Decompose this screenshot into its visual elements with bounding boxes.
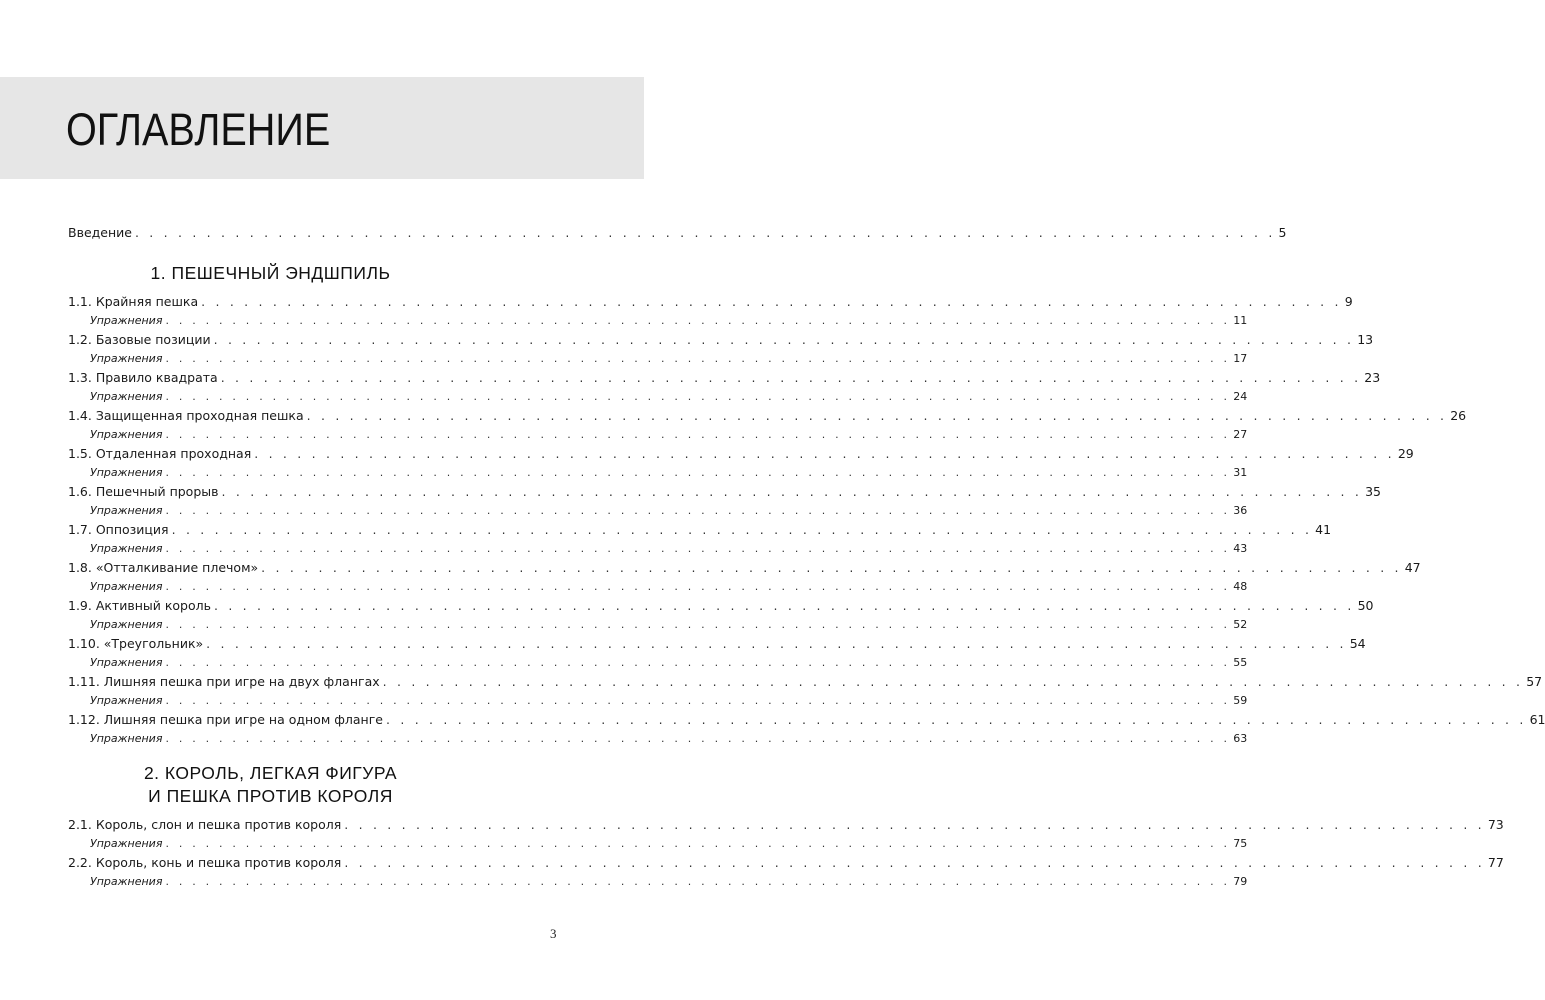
dot-leader: . . . . . . . . . . . . . . . . . . . . . . . . . . . . . . . . . . . . . . . . . . . . . . . . . . . . . . . . . . . . . . . . . . . . . . . . . . . . . . . . (165, 428, 1231, 441)
toc-entry-page: 54 (1349, 636, 1366, 651)
dot-leader: . . . . . . . . . . . . . . . . . . . . . . . . . . . . . . . . . . . . . . . . . . . . . . . . . . . . . . . . . . . . . . . . . . . . . . . . . . . . . . . . (344, 817, 1485, 832)
toc-entry-page: 77 (1487, 855, 1504, 870)
toc-subentry-label: Упражнения (90, 542, 163, 555)
page-title: ОГЛАВЛЕНИЕ (66, 104, 331, 155)
toc-entry[interactable] (68, 406, 1467, 425)
toc-subentry-label: Упражнения (90, 732, 163, 745)
toc-entry-page: 50 (1357, 598, 1374, 613)
toc-entry[interactable] (68, 520, 1332, 539)
toc-subentry-page: 55 (1233, 656, 1248, 669)
dot-leader: . . . . . . . . . . . . . . . . . . . . . . . . . . . . . . . . . . . . . . . . . . . . . . . . . . . . . . . . . . . . . . . . . . . . . . . . . . . . . . . . (165, 837, 1231, 850)
toc-subentry-label: Упражнения (90, 837, 163, 850)
chapter-heading (68, 762, 473, 808)
toc-subentry-exercises[interactable] (68, 539, 1248, 558)
toc-entry-page: 61 (1529, 712, 1545, 727)
toc-entry-page: 26 (1450, 408, 1467, 423)
chapter-heading-line: 2. КОРОЛЬ, ЛЕГКАЯ ФИГУРА (143, 763, 398, 783)
toc-entry[interactable] (68, 292, 1353, 311)
dot-leader: . . . . . . . . . . . . . . . . . . . . . . . . . . . . . . . . . . . . . . . . . . . . . . . . . . . . . . . . . . . . . . . . . . . . . . . . . . . . . . . . (386, 712, 1527, 727)
toc-entry[interactable] (68, 672, 1543, 691)
toc-subentry-page: 11 (1233, 314, 1248, 327)
toc-entry-page: 41 (1315, 522, 1332, 537)
dot-leader: . . . . . . . . . . . . . . . . . . . . . . . . . . . . . . . . . . . . . . . . . . . . . . . . . . . . . . . . . . . . . . . . . . . . . . . . . . . . . . . . (221, 484, 1363, 499)
toc-entry-page: 5 (1278, 225, 1287, 240)
toc-entry[interactable] (68, 558, 1421, 577)
dot-leader: . . . . . . . . . . . . . . . . . . . . . . . . . . . . . . . . . . . . . . . . . . . . . . . . . . . . . . . . . . . . . . . . . . . . . . . . . . . . . . . . (213, 598, 1355, 613)
toc-entry[interactable] (68, 482, 1381, 501)
toc-subentry-exercises[interactable] (68, 387, 1248, 406)
toc-subentry-exercises[interactable] (68, 729, 1248, 748)
toc-entry[interactable] (68, 368, 1381, 387)
toc-subentry-page: 36 (1233, 504, 1248, 517)
toc-subentry-label: Упражнения (90, 875, 163, 888)
chapter-heading-line: 1. ПЕШЕЧНЫЙ ЭНДШПИЛЬ (150, 263, 391, 283)
toc-subentry-exercises[interactable] (68, 463, 1248, 482)
dot-leader: . . . . . . . . . . . . . . . . . . . . . . . . . . . . . . . . . . . . . . . . . . . . . . . . . . . . . . . . . . . . . . . . . . . . . . . . . . . . . . . . (306, 408, 1448, 423)
toc-entry-label: 1.1. Крайняя пешка (68, 294, 199, 309)
toc-entry-page: 47 (1404, 560, 1421, 575)
toc-entry-page: 35 (1365, 484, 1381, 499)
toc-subentry-exercises[interactable] (68, 691, 1248, 710)
toc-entry-label: 1.12. Лишняя пешка при игре на одном фланге (68, 712, 383, 727)
dot-leader: . . . . . . . . . . . . . . . . . . . . . . . . . . . . . . . . . . . . . . . . . . . . . . . . . . . . . . . . . . . . . . . . . . . . . . . . . . . . . . . . (254, 446, 1395, 461)
dot-leader: . . . . . . . . . . . . . . . . . . . . . . . . . . . . . . . . . . . . . . . . . . . . . . . . . . . . . . . . . . . . . . . . . . . . . . . . . . . . . . . . (171, 522, 1313, 537)
toc-entry-page: 9 (1344, 294, 1353, 309)
toc-subentry-label: Упражнения (90, 314, 163, 327)
toc-entry-label: 2.2. Король, конь и пешка против короля (68, 855, 342, 870)
toc-entry[interactable] (68, 634, 1366, 653)
toc-subentry-label: Упражнения (90, 618, 163, 631)
toc-subentry-page: 24 (1233, 390, 1248, 403)
toc-subentry-label: Упражнения (90, 580, 163, 593)
dot-leader: . . . . . . . . . . . . . . . . . . . . . . . . . . . . . . . . . . . . . . . . . . . . . . . . . . . . . . . . . . . . . . . . . . . . . . . . . . . . . . . . (165, 466, 1231, 479)
page-number: 3 (550, 926, 557, 941)
dot-leader: . . . . . . . . . . . . . . . . . . . . . . . . . . . . . . . . . . . . . . . . . . . . . . . . . . . . . . . . . . . . . . . . . . . . . . . . . . . . . . . . (220, 370, 1362, 385)
toc-entry-label: 1.7. Оппозиция (68, 522, 169, 537)
dot-leader: . . . . . . . . . . . . . . . . . . . . . . . . . . . . . . . . . . . . . . . . . . . . . . . . . . . . . . . . . . . . . . . . . . . . . . . . . . . . . . . . (165, 618, 1231, 631)
toc-subentry-label: Упражнения (90, 352, 163, 365)
toc-subentry-page: 52 (1233, 618, 1248, 631)
toc-entry-label: 1.3. Правило квадрата (68, 370, 218, 385)
toc-subentry-page: 31 (1233, 466, 1248, 479)
dot-leader: . . . . . . . . . . . . . . . . . . . . . . . . . . . . . . . . . . . . . . . . . . . . . . . . . . . . . . . . . . . . . . . . . . . . . . . . . . . . . . . . (382, 674, 1524, 689)
toc-entry-page: 13 (1357, 332, 1374, 347)
toc-entry-page: 29 (1397, 446, 1414, 461)
toc-entry-label: 1.11. Лишняя пешка при игре на двух флангах (68, 674, 380, 689)
toc-entry-intro[interactable] (68, 223, 1287, 242)
dot-leader: . . . . . . . . . . . . . . . . . . . . . . . . . . . . . . . . . . . . . . . . . . . . . . . . . . . . . . . . . . . . . . . . . . . . . . . . . . . . . . . . (134, 225, 1276, 240)
toc-subentry-exercises[interactable] (68, 577, 1248, 596)
toc-subentry-label: Упражнения (90, 428, 163, 441)
toc-entry[interactable] (68, 853, 1504, 872)
toc-subentry-exercises[interactable] (68, 615, 1248, 634)
toc-entry-label: Введение (68, 225, 132, 240)
toc-entry-page: 57 (1526, 674, 1543, 689)
toc-subentry-exercises[interactable] (68, 501, 1248, 520)
toc-entry[interactable] (68, 444, 1414, 463)
toc-entry-label: 1.10. «Треугольник» (68, 636, 204, 651)
toc-subentry-page: 59 (1233, 694, 1248, 707)
toc-subentry-exercises[interactable] (68, 834, 1248, 853)
toc-subentry-page: 43 (1233, 542, 1248, 555)
dot-leader: . . . . . . . . . . . . . . . . . . . . . . . . . . . . . . . . . . . . . . . . . . . . . . . . . . . . . . . . . . . . . . . . . . . . . . . . . . . . . . . . (165, 875, 1231, 888)
toc-subentry-page: 48 (1233, 580, 1248, 593)
toc-subentry-page: 63 (1233, 732, 1248, 745)
toc-entry[interactable] (68, 330, 1374, 349)
toc-subentry-page: 27 (1233, 428, 1248, 441)
toc-subentry-label: Упражнения (90, 466, 163, 479)
dot-leader: . . . . . . . . . . . . . . . . . . . . . . . . . . . . . . . . . . . . . . . . . . . . . . . . . . . . . . . . . . . . . . . . . . . . . . . . . . . . . . . . (165, 314, 1231, 327)
dot-leader: . . . . . . . . . . . . . . . . . . . . . . . . . . . . . . . . . . . . . . . . . . . . . . . . . . . . . . . . . . . . . . . . . . . . . . . . . . . . . . . . (206, 636, 1347, 651)
toc-entry-label: 1.2. Базовые позиции (68, 332, 211, 347)
dot-leader: . . . . . . . . . . . . . . . . . . . . . . . . . . . . . . . . . . . . . . . . . . . . . . . . . . . . . . . . . . . . . . . . . . . . . . . . . . . . . . . . (165, 656, 1231, 669)
toc-entry[interactable] (68, 596, 1374, 615)
dot-leader: . . . . . . . . . . . . . . . . . . . . . . . . . . . . . . . . . . . . . . . . . . . . . . . . . . . . . . . . . . . . . . . . . . . . . . . . . . . . . . . . (201, 294, 1342, 309)
dot-leader: . . . . . . . . . . . . . . . . . . . . . . . . . . . . . . . . . . . . . . . . . . . . . . . . . . . . . . . . . . . . . . . . . . . . . . . . . . . . . . . . (165, 694, 1231, 707)
toc-entry[interactable] (68, 710, 1545, 729)
toc-subentry-label: Упражнения (90, 390, 163, 403)
dot-leader: . . . . . . . . . . . . . . . . . . . . . . . . . . . . . . . . . . . . . . . . . . . . . . . . . . . . . . . . . . . . . . . . . . . . . . . . . . . . . . . . (261, 560, 1402, 575)
toc-subentry-label: Упражнения (90, 694, 163, 707)
toc-subentry-exercises[interactable] (68, 872, 1248, 891)
chapters-list (68, 262, 1545, 891)
toc-entry-label: 2.1. Король, слон и пешка против короля (68, 817, 342, 832)
dot-leader: . . . . . . . . . . . . . . . . . . . . . . . . . . . . . . . . . . . . . . . . . . . . . . . . . . . . . . . . . . . . . . . . . . . . . . . . . . . . . . . . (165, 732, 1231, 745)
toc-subentry-exercises[interactable] (68, 311, 1248, 330)
toc-subentry-page: 75 (1233, 837, 1248, 850)
toc-entry-page: 23 (1364, 370, 1381, 385)
dot-leader: . . . . . . . . . . . . . . . . . . . . . . . . . . . . . . . . . . . . . . . . . . . . . . . . . . . . . . . . . . . . . . . . . . . . . . . . . . . . . . . . (213, 332, 1355, 347)
dot-leader: . . . . . . . . . . . . . . . . . . . . . . . . . . . . . . . . . . . . . . . . . . . . . . . . . . . . . . . . . . . . . . . . . . . . . . . . . . . . . . . . (344, 855, 1485, 870)
toc-subentry-exercises[interactable] (68, 653, 1248, 672)
toc-subentry-exercises[interactable] (68, 349, 1248, 368)
toc-subentry-page: 17 (1233, 352, 1248, 365)
toc-entry-label: 1.9. Активный король (68, 598, 211, 613)
toc-subentry-label: Упражнения (90, 504, 163, 517)
dot-leader: . . . . . . . . . . . . . . . . . . . . . . . . . . . . . . . . . . . . . . . . . . . . . . . . . . . . . . . . . . . . . . . . . . . . . . . . . . . . . . . . (165, 352, 1231, 365)
toc-entry-label: 1.5. Отдаленная проходная (68, 446, 252, 461)
toc-entry-label: 1.6. Пешечный прорыв (68, 484, 219, 499)
dot-leader: . . . . . . . . . . . . . . . . . . . . . . . . . . . . . . . . . . . . . . . . . . . . . . . . . . . . . . . . . . . . . . . . . . . . . . . . . . . . . . . . (165, 390, 1231, 403)
toc-entry[interactable] (68, 815, 1504, 834)
toc-entry-label: 1.4. Защищенная проходная пешка (68, 408, 304, 423)
dot-leader: . . . . . . . . . . . . . . . . . . . . . . . . . . . . . . . . . . . . . . . . . . . . . . . . . . . . . . . . . . . . . . . . . . . . . . . . . . . . . . . . (165, 504, 1231, 517)
toc-entry-label: 1.8. «Отталкивание плечом» (68, 560, 259, 575)
dot-leader: . . . . . . . . . . . . . . . . . . . . . . . . . . . . . . . . . . . . . . . . . . . . . . . . . . . . . . . . . . . . . . . . . . . . . . . . . . . . . . . . (165, 580, 1231, 593)
table-of-contents (68, 223, 1545, 891)
toc-subentry-exercises[interactable] (68, 425, 1248, 444)
toc-subentry-page: 79 (1233, 875, 1248, 888)
chapter-heading-line: И ПЕШКА ПРОТИВ КОРОЛЯ (148, 786, 393, 806)
toc-entry-page: 73 (1487, 817, 1504, 832)
chapter-heading (68, 262, 473, 285)
toc-subentry-label: Упражнения (90, 656, 163, 669)
dot-leader: . . . . . . . . . . . . . . . . . . . . . . . . . . . . . . . . . . . . . . . . . . . . . . . . . . . . . . . . . . . . . . . . . . . . . . . . . . . . . . . . (165, 542, 1231, 555)
